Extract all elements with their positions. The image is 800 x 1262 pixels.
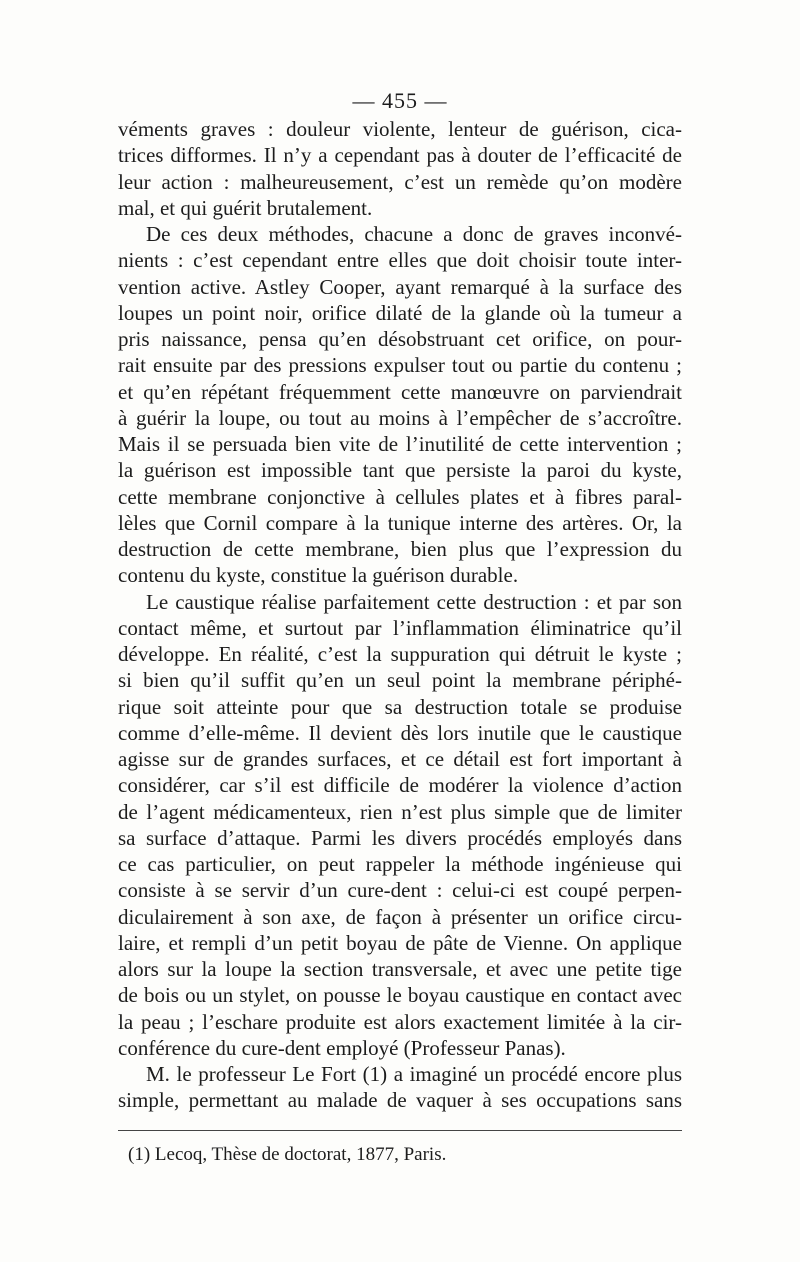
text-line: à guérir la loupe, ou tout au moins à l’empêcher de s’accroître. bbox=[118, 405, 682, 430]
text-line: destruction de cette membrane, bien plus que l’expression du bbox=[118, 537, 682, 561]
text-line: alors sur la loupe la section transversale, et avec une petite tige bbox=[118, 957, 682, 981]
text-line: comme d’elle-même. Il devient dès lors inutile que le caustique bbox=[118, 720, 682, 745]
text-line: ce cas particulier, on peut rappeler la méthode ingénieuse qui bbox=[118, 852, 682, 876]
text-line: contenu du kyste, constitue la guérison durable. bbox=[118, 563, 519, 588]
text-line: laire, et rempli d’un petit boyau de pâte de Vienne. On applique bbox=[118, 930, 682, 955]
text-line: vention active. Astley Cooper, ayant remarqué à la surface des bbox=[118, 274, 682, 299]
footnote-rule bbox=[118, 1130, 682, 1131]
text-line: trices difformes. Il n’y a cependant pas à douter de l’efficacité de bbox=[118, 143, 682, 168]
text-line: sa surface d’attaque. Parmi les divers procédés employés dans bbox=[118, 825, 682, 850]
text-line: pris naissance, pensa qu’en désobstruant cet orifice, on pour- bbox=[118, 327, 682, 351]
text-line: nients : c’est cependant entre elles que doit choisir toute inter- bbox=[118, 248, 682, 273]
text-line: développe. En réalité, c’est la suppuration qui détruit le kyste ; bbox=[118, 642, 682, 666]
text-line: cette membrane conjonctive à cellules plates et à fibres paral- bbox=[118, 484, 682, 509]
text-line: véments graves : douleur violente, lenteur de guérison, cica- bbox=[118, 117, 682, 141]
footnote: (1) Lecoq, Thèse de doctorat, 1877, Paris. bbox=[128, 1144, 447, 1165]
text-line: consiste à se servir d’un cure-dent : celui-ci est coupé perpen- bbox=[118, 878, 682, 903]
text-line: la guérison est impossible tant que persiste la paroi du kyste, bbox=[118, 458, 682, 483]
text-line: rait ensuite par des pressions expulser tout ou partie du contenu ; bbox=[118, 353, 682, 378]
text-line: Le caustique réalise parfaitement cette destruction : et par son bbox=[146, 589, 682, 614]
text-line: de bois ou un stylet, on pousse le boyau caustique en contact avec bbox=[118, 983, 682, 1008]
text-line: De ces deux méthodes, chacune a donc de graves inconvé- bbox=[146, 222, 682, 246]
text-line: loupes un point noir, orifice dilaté de la glande où la tumeur a bbox=[118, 300, 682, 325]
text-line: simple, permettant au malade de vaquer à ses occupations sans bbox=[118, 1088, 682, 1113]
text-line: de l’agent médicamenteux, rien n’est plus simple que de limiter bbox=[118, 799, 682, 824]
text-line: conférence du cure-dent employé (Professeur Panas). bbox=[118, 1035, 566, 1060]
page-number: — 455 — bbox=[352, 88, 448, 113]
text-line: M. le professeur Le Fort (1) a imaginé un procédé encore plus bbox=[146, 1062, 682, 1086]
text-line: Mais il se persuada bien vite de l’inutilité de cette intervention ; bbox=[118, 432, 682, 456]
text-line: la peau ; l’eschare produite est alors exactement limitée à la cir- bbox=[118, 1009, 682, 1034]
text-line: contact même, et surtout par l’inflammation éliminatrice qu’il bbox=[118, 615, 682, 640]
text-line: considérer, car s’il est difficile de modérer la violence d’action bbox=[118, 773, 682, 798]
text-line: et qu’en répétant fréquemment cette manœuvre on parviendrait bbox=[118, 379, 682, 404]
body-text bbox=[118, 116, 682, 1114]
text-line: mal, et qui guérit brutalement. bbox=[118, 195, 373, 220]
text-line: agisse sur de grandes surfaces, et ce détail est fort important à bbox=[118, 747, 682, 771]
text-line: leur action : malheureusement, c’est un remède qu’on modère bbox=[118, 169, 682, 194]
text-line: si bien qu’il suffit qu’en un seul point la membrane périphé- bbox=[118, 668, 682, 693]
text-line: lèles que Cornil compare à la tunique interne des artères. Or, la bbox=[118, 510, 682, 535]
text-line: diculairement à son axe, de façon à présenter un orifice circu- bbox=[118, 904, 682, 929]
text-line: rique soit atteinte pour que sa destruction totale se produise bbox=[118, 694, 682, 719]
